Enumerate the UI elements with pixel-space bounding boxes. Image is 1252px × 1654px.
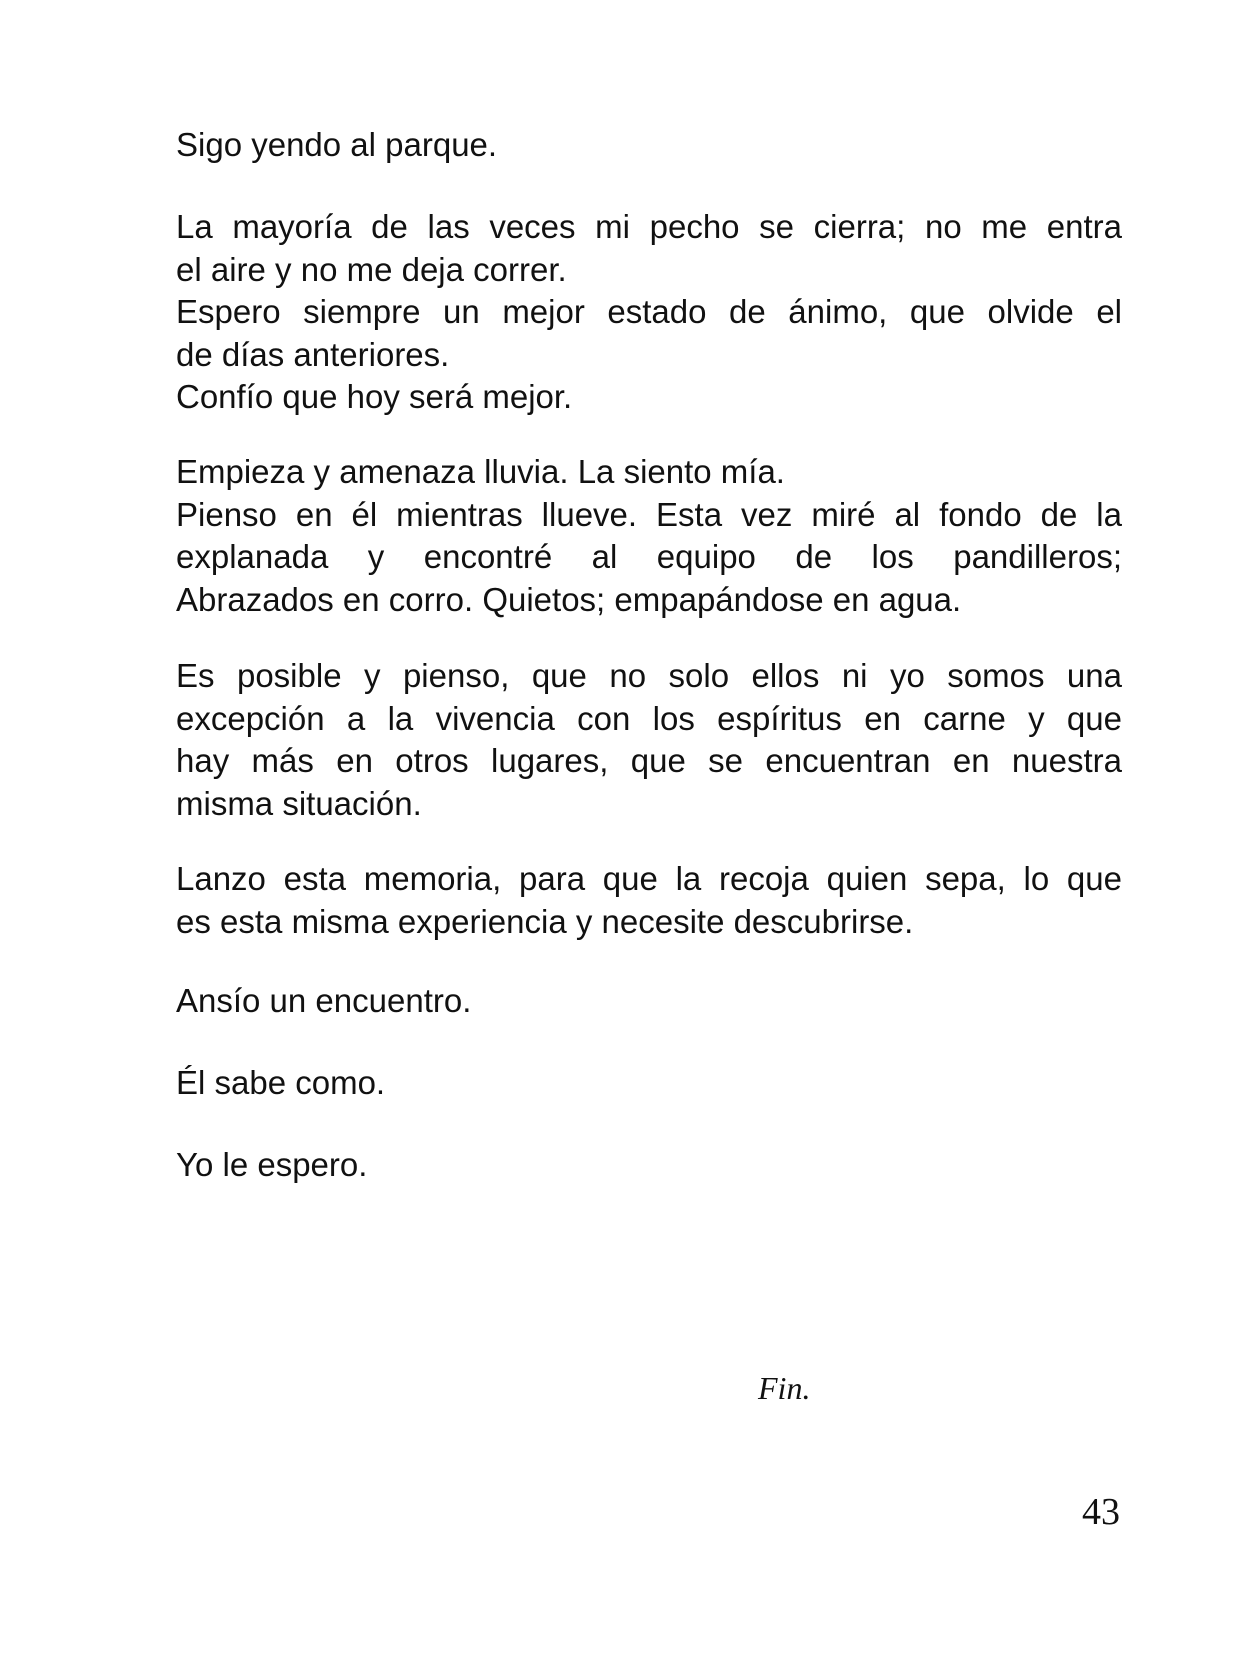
paragraph — [176, 858, 1122, 943]
text-line: excepción a la vivencia con los espíritus en carne y que — [176, 699, 1122, 737]
page-number: 43 — [1082, 1491, 1120, 1533]
paragraph — [176, 1062, 1122, 1105]
paragraph — [176, 206, 1122, 419]
paragraph — [176, 124, 1122, 167]
text-line: Pienso en él mientras llueve. Esta vez miré al fondo de la — [176, 495, 1122, 533]
text-line: es esta misma experiencia y necesite descubrirse. — [176, 902, 914, 940]
text-line: Empieza y amenaza lluvia. La siento mía. — [176, 453, 785, 490]
text-line: misma situación. — [176, 784, 422, 822]
text-line: Confío que hoy será mejor. — [176, 378, 573, 415]
text-line: el aire y no me deja correr. — [176, 250, 567, 288]
paragraph — [176, 980, 1122, 1023]
end-mark: Fin. — [758, 1370, 811, 1406]
text-line: Lanzo esta memoria, para que la recoja quien sepa, lo que — [176, 860, 1122, 897]
paragraph — [176, 1144, 1122, 1187]
text-line: Él sabe como. — [176, 1064, 386, 1101]
text-line: La mayoría de las veces mi pecho se cierra; no me entra — [176, 208, 1122, 245]
text-line: Espero siempre un mejor estado de ánimo, que olvide el — [176, 293, 1122, 330]
text-line: Ansío un encuentro. — [176, 982, 472, 1019]
text-line: de días anteriores. — [176, 335, 450, 373]
text-line: explanada y encontré al equipo de los pandilleros; — [176, 538, 1122, 575]
paragraph — [176, 655, 1122, 825]
paragraph — [176, 451, 1122, 621]
text-line: Abrazados en corro. Quietos; empapándose en agua. — [176, 580, 962, 618]
text-line: Sigo yendo al parque. — [176, 126, 498, 163]
text-line: Es posible y pienso, que no solo ellos ni yo somos una — [176, 657, 1122, 694]
text-line: Yo le espero. — [176, 1146, 368, 1183]
text-line: hay más en otros lugares, que se encuentran en nuestra — [176, 742, 1122, 779]
